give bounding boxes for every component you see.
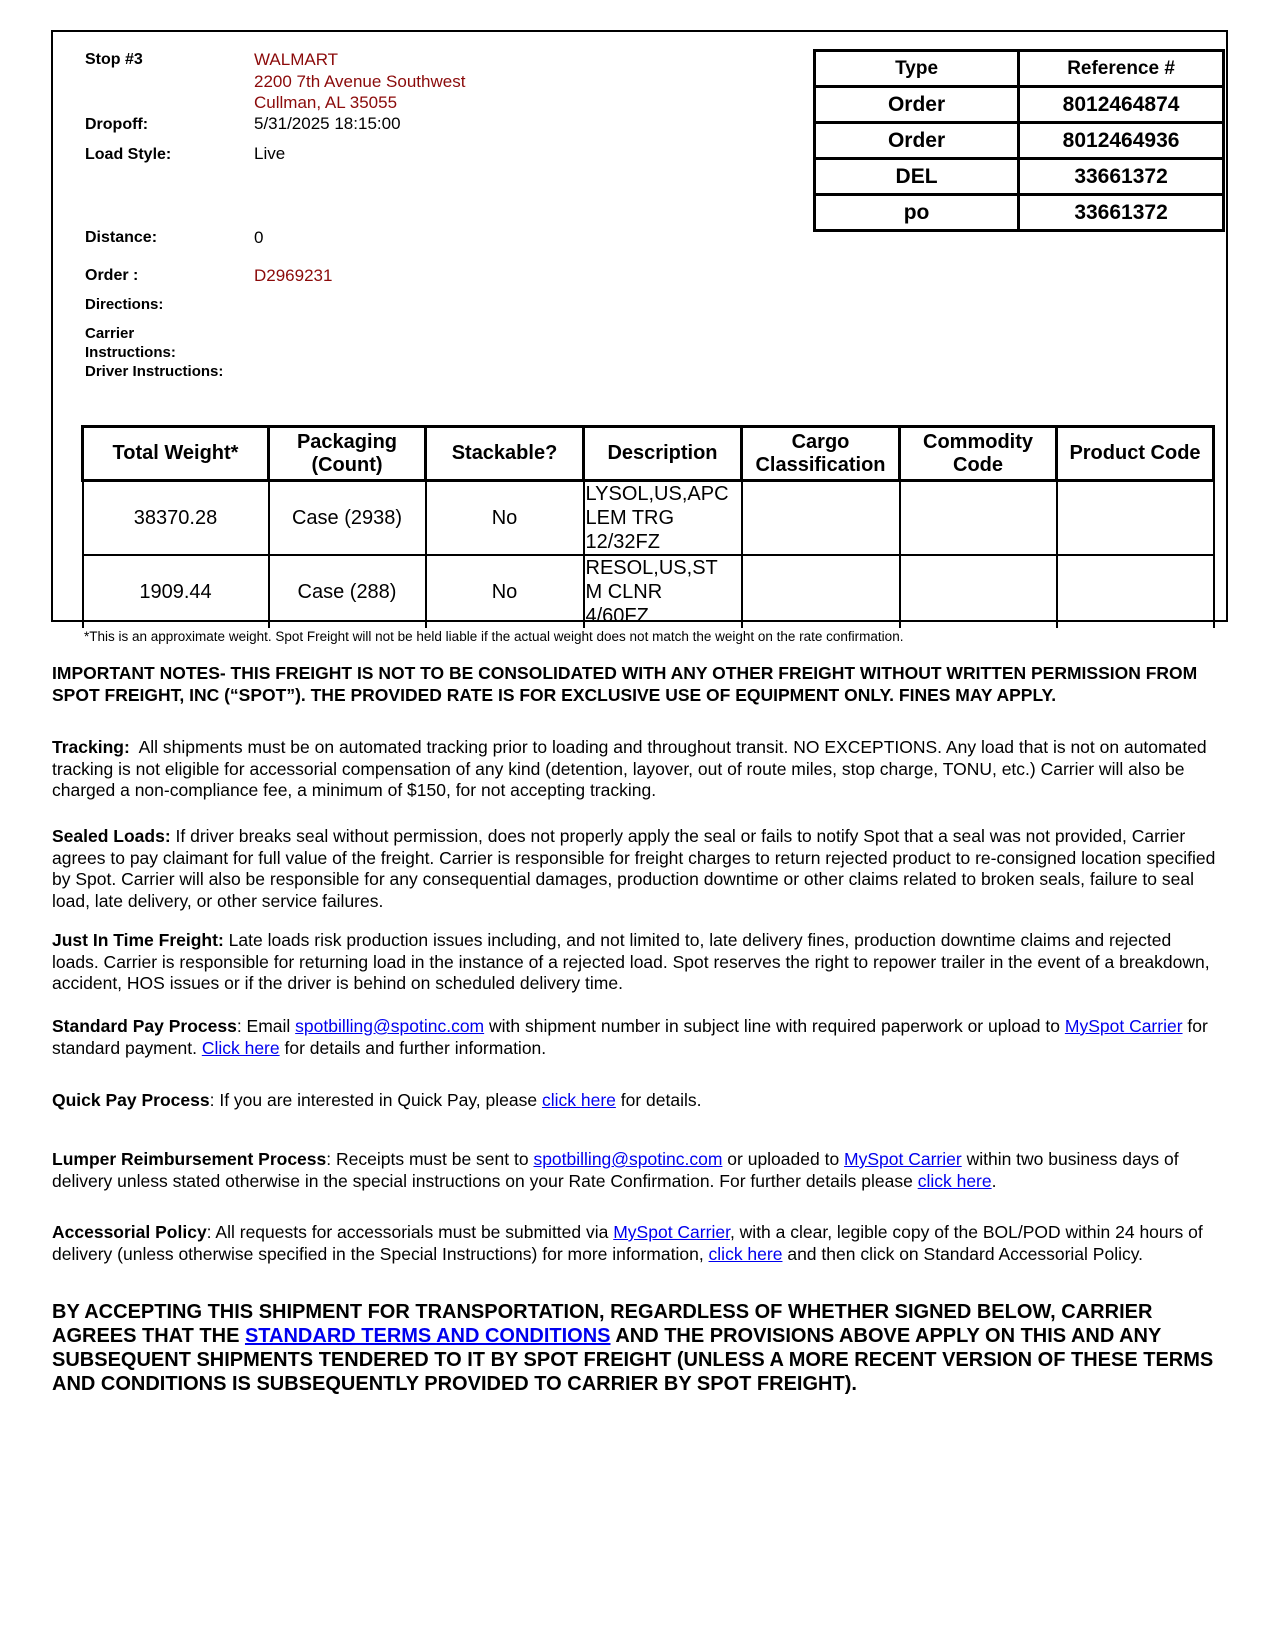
sealed-loads-text: If driver breaks seal without permission, does not properly apply the seal or fails to notify Spot that a seal was not provided, Carrier agrees to pay claimant for full value of the freight. Carrier is responsible for freight charges to return rejected product to re-consigned location specified by Spot. Carrier will also be responsible for any consequential damages, production downtime or other claims related to broken seals, failure to seal load, late delivery, or other service failures.	[52, 826, 1216, 911]
lumper-click-here-link[interactable]: click here	[917, 1170, 992, 1191]
myspot-carrier-link[interactable]: MySpot Carrier	[1064, 1016, 1183, 1036]
accessorial-click-here-link[interactable]: click here	[708, 1243, 783, 1264]
lumper-text: .	[991, 1170, 997, 1191]
reference-header-row	[815, 51, 1224, 87]
description-line: M CLNR	[585, 581, 663, 603]
header-total-weight: Total Weight*	[83, 427, 269, 481]
cell-cargo	[742, 555, 900, 628]
reference-table	[813, 49, 1225, 232]
weight-footnote: *This is an approximate weight. Spot Freight will not be held liable if the actual weight does not match the weight on the rate confirmation.	[84, 629, 904, 644]
cell-stackable: No	[426, 555, 584, 628]
cell-stackable: No	[426, 481, 584, 556]
order-label: Order :	[85, 267, 139, 284]
tracking-label: Tracking:	[52, 737, 130, 757]
important-notes: IMPORTANT NOTES- THIS FREIGHT IS NOT TO BE CONSOLIDATED WITH ANY OTHER FREIGHT WITHOUT WRITTEN PERMISSION FROM SPOT FREIGHT, INC (“SPOT”). THE PROVIDED RATE IS FOR EXCLUSIVE USE OF EQUIPMENT ONLY. FINES MAY APPLY.	[52, 663, 1198, 705]
description-line: RESOL,US,ST	[585, 557, 718, 579]
directions-label: Directions:	[85, 296, 164, 313]
reference-type: DEL	[815, 159, 1019, 195]
standard-terms-link[interactable]: STANDARD TERMS AND CONDITIONS	[244, 1325, 611, 1347]
load-style-label: Load Style:	[85, 146, 172, 163]
stop-name: WALMART	[254, 50, 339, 69]
header-packaging: Packaging (Count)	[269, 427, 426, 481]
lumper-text: or uploaded to	[722, 1149, 845, 1169]
cell-description	[584, 555, 742, 628]
header-description: Description	[584, 427, 742, 481]
cell-packaging: Case (288)	[269, 555, 426, 628]
lumper-email-link[interactable]: spotbilling@spotinc.com	[533, 1149, 723, 1169]
description-line: LEM TRG	[585, 507, 675, 529]
dropoff-label: Dropoff:	[85, 116, 149, 133]
reference-header-type: Type	[815, 51, 1019, 87]
sealed-loads-paragraph	[52, 826, 1222, 912]
freight-table	[81, 425, 1215, 628]
dropoff-value: 5/31/2025 18:15:00	[254, 114, 401, 133]
reference-number: 33661372	[1019, 195, 1224, 231]
cell-packaging: Case (2938)	[269, 481, 426, 556]
carrier-instructions-label-2: Instructions:	[85, 344, 176, 361]
reference-number: 8012464936	[1019, 123, 1224, 159]
cell-commodity	[900, 481, 1057, 556]
terms-text: AND THE PROVISIONS ABOVE APPLY ON THIS AND ANY SUBSEQUENT SHIPMENTS TENDERED TO IT BY SPOT FREIGHT (UNLESS A MORE RECENT VERSION OF THESE TERMS AND CONDITIONS IS SUBSEQUENTLY PROVIDED TO CARRIER BY SPOT FREIGHT).	[52, 1325, 1214, 1395]
accessorial-myspot-carrier-link[interactable]: MySpot Carrier	[613, 1222, 730, 1242]
lumper-text: within two business days of delivery unless stated otherwise in the special instructions on your Rate Confirmation. For further details please	[52, 1149, 1179, 1191]
reference-row	[815, 195, 1224, 231]
standard-pay-click-here-link[interactable]: Click here	[201, 1037, 280, 1058]
cell-description	[584, 481, 742, 556]
reference-row	[815, 87, 1224, 123]
standard-pay-label: Standard Pay Process	[52, 1016, 237, 1036]
billing-email-link[interactable]: spotbilling@spotinc.com	[295, 1016, 485, 1036]
reference-number: 8012464874	[1019, 87, 1224, 123]
standard-pay-text: : Email	[236, 1016, 296, 1036]
standard-pay-text: for details and further information.	[279, 1037, 547, 1058]
reference-header-number: Reference #	[1019, 51, 1224, 87]
tracking-text: All shipments must be on automated tracking prior to loading and throughout transit. NO EXCEPTIONS. Any load that is not on automated tracking is not eligible for accessorial compensation of any kind (detention, layover, out of route miles, stop charge, TONU, etc.) Carrier will also be charged a non-compliance fee, a minimum of $150, for not accepting tracking.	[52, 737, 1207, 800]
reference-type: Order	[815, 87, 1019, 123]
terms-text: BY ACCEPTING THIS SHIPMENT FOR TRANSPORTATION, REGARDLESS OF WHETHER SIGNED BELOW, CARRIER AGREES THAT THE	[52, 1301, 1153, 1347]
cell-product	[1057, 555, 1214, 628]
cell-weight: 1909.44	[83, 555, 269, 628]
distance-value: 0	[254, 228, 264, 247]
distance-label: Distance:	[85, 229, 158, 246]
lumper-myspot-carrier-link[interactable]: MySpot Carrier	[844, 1149, 962, 1169]
standard-pay-text: for standard payment.	[52, 1016, 1208, 1058]
table-row	[83, 555, 1214, 628]
lumper-label: Lumper Reimbursement Process	[52, 1149, 327, 1169]
jit-label: Just In Time Freight:	[52, 930, 224, 950]
accessorial-text: : All requests for accessorials must be submitted via	[206, 1222, 614, 1242]
jit-paragraph	[52, 930, 1222, 995]
accessorial-label: Accessorial Policy	[52, 1222, 207, 1242]
table-row	[83, 481, 1214, 556]
description-line: 12/32FZ	[585, 531, 660, 553]
lumper-text: : Receipts must be sent to	[326, 1149, 534, 1169]
stop-address-line1: 2200 7th Avenue Southwest	[254, 72, 466, 91]
standard-pay-paragraph	[52, 1016, 1222, 1059]
description-line: LYSOL,US,APC	[585, 483, 729, 505]
reference-number: 33661372	[1019, 159, 1224, 195]
stop-address-line2: Cullman, AL 35055	[254, 93, 398, 112]
freight-header-row	[83, 427, 1214, 481]
sealed-loads-label: Sealed Loads:	[52, 826, 171, 846]
quick-pay-paragraph	[52, 1090, 1222, 1112]
driver-instructions-label: Driver Instructions:	[85, 363, 224, 380]
reference-row	[815, 159, 1224, 195]
cell-weight: 38370.28	[83, 481, 269, 556]
reference-row	[815, 123, 1224, 159]
quick-pay-label: Quick Pay Process	[52, 1090, 210, 1110]
header-cargo-classification: Cargo Classification	[742, 427, 900, 481]
header-commodity-code: Commodity Code	[900, 427, 1057, 481]
stop-label: Stop #3	[85, 51, 143, 68]
header-stackable: Stackable?	[426, 427, 584, 481]
reference-type: Order	[815, 123, 1019, 159]
cell-commodity	[900, 555, 1057, 628]
jit-text: Late loads risk production issues including, and not limited to, late delivery fines, production downtime claims and rejected loads. Carrier is responsible for returning load in the instance of a rejected load. Spot reserves the right to repower trailer in the event of a breakdown, accident, HOS issues or if the driver is behind on scheduled delivery time.	[52, 930, 1210, 993]
description-line: 4/60FZ	[585, 605, 649, 627]
reference-type: po	[815, 195, 1019, 231]
lumper-paragraph	[52, 1149, 1222, 1192]
quick-pay-click-here-link[interactable]: click here	[541, 1090, 616, 1110]
accessorial-paragraph	[52, 1222, 1222, 1265]
quick-pay-text: for details.	[615, 1090, 702, 1110]
accessorial-text: and then click on Standard Accessorial Policy.	[782, 1243, 1144, 1264]
standard-pay-text: with shipment number in subject line with required paperwork or upload to	[484, 1016, 1065, 1036]
cell-product	[1057, 481, 1214, 556]
header-product-code: Product Code	[1057, 427, 1214, 481]
cell-cargo	[742, 481, 900, 556]
accessorial-text: , with a clear, legible copy of the BOL/POD within 24 hours of delivery (unless otherwise specified in the Special Instructions) for more information,	[52, 1222, 1203, 1264]
order-value: D2969231	[254, 266, 333, 285]
carrier-instructions-label-1: Carrier	[85, 325, 135, 342]
quick-pay-text: : If you are interested in Quick Pay, please	[209, 1090, 542, 1110]
tracking-paragraph	[52, 737, 1222, 802]
load-style-value: Live	[254, 144, 286, 163]
terms-acceptance-paragraph	[52, 1300, 1222, 1396]
